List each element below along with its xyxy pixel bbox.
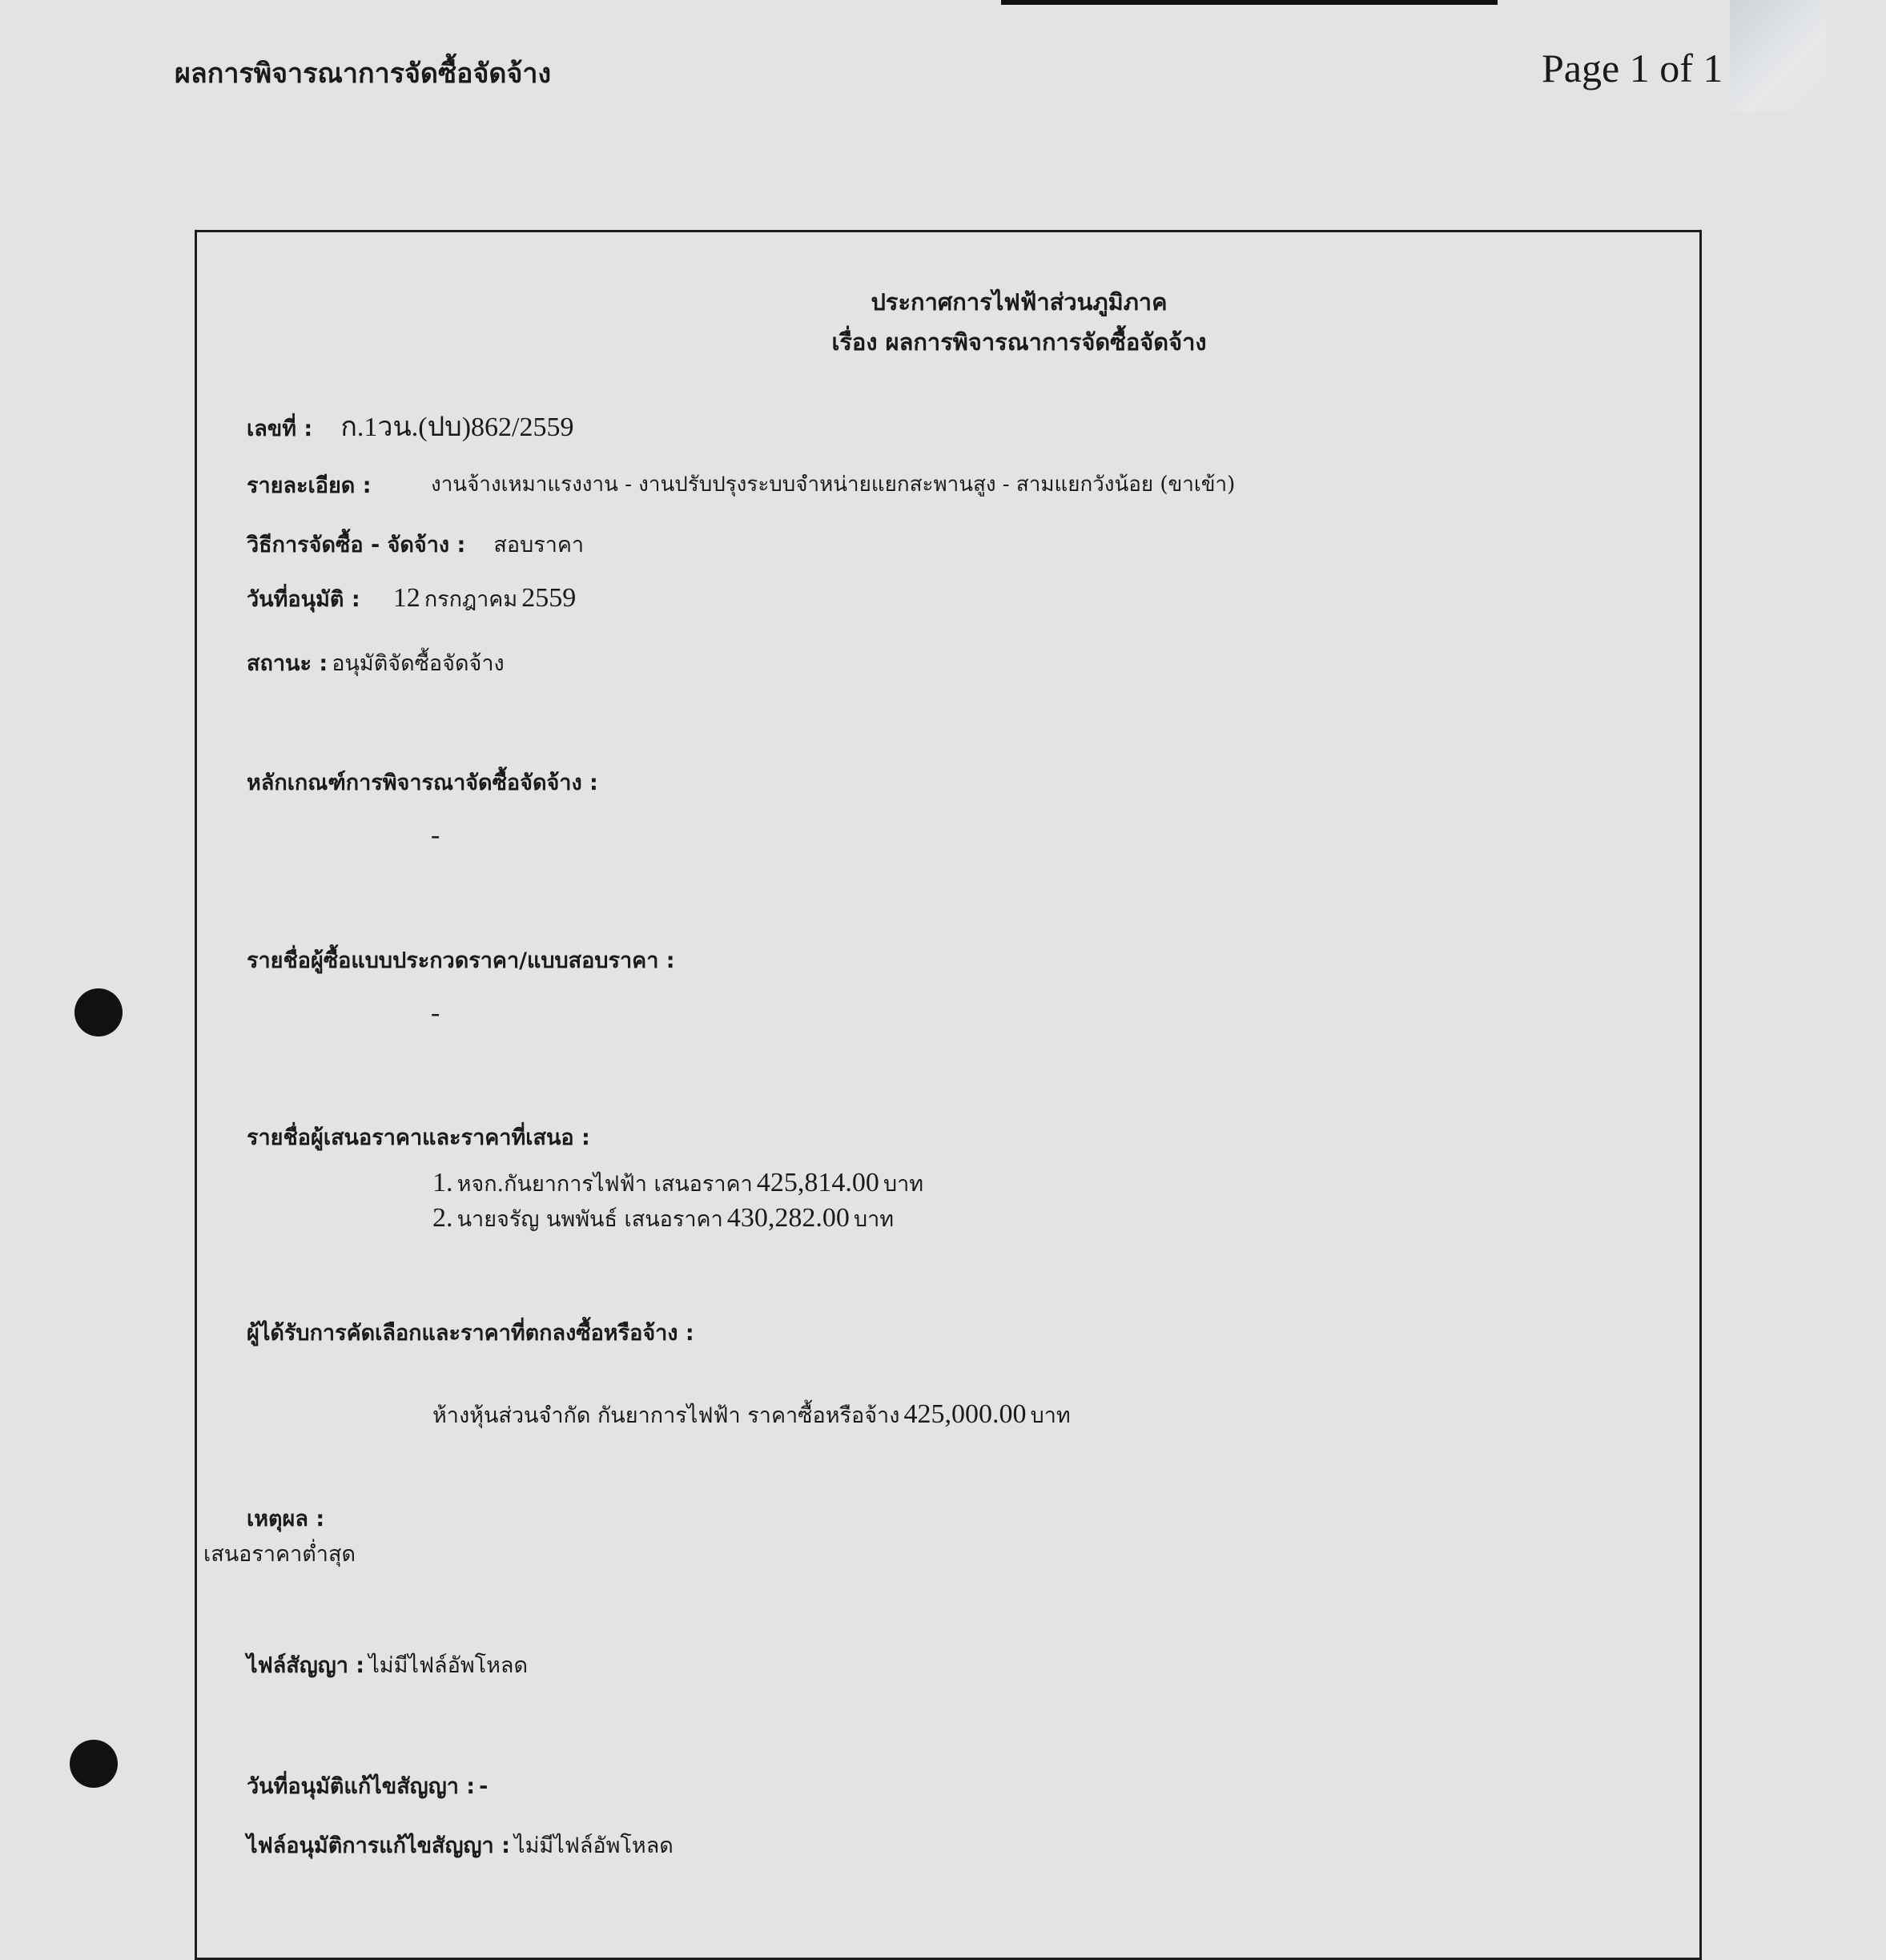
announcement-title-line2: เรื่อง ผลการพิจารณาการจัดซื้อจัดจ้าง (831, 328, 1207, 356)
criteria-label: หลักเกณฑ์การพิจารณาจัดซื้อจัดจ้าง : (247, 771, 598, 795)
bidder-unit: บาท (853, 1207, 895, 1232)
bidder-number: 1. (432, 1168, 453, 1197)
bidders-label: รายชื่อผู้เสนอราคาและราคาที่เสนอ : (247, 1125, 590, 1150)
announcement-title-line1: ประกาศการไฟฟ้าส่วนภูมิภาค (871, 288, 1168, 316)
bidder-number: 2. (432, 1203, 453, 1233)
contract-file-row (247, 1648, 528, 1682)
amend-date-label: วันที่อนุมัติแก้ไขสัญญา : (247, 1774, 476, 1799)
approve-date-label: วันที่อนุมัติ : (247, 587, 360, 612)
reason-row (247, 1501, 324, 1535)
bidder-item (432, 1201, 894, 1236)
amend-file-label: ไฟล์อนุมัติการแก้ไขสัญญา : (247, 1833, 510, 1858)
method-label: วิธีการจัดซื้อ - จัดจ้าง : (247, 533, 466, 557)
winner-unit: บาท (1030, 1403, 1071, 1428)
winner-detail (432, 1398, 1071, 1432)
bidder-item (432, 1166, 923, 1201)
approve-day: 12 (392, 583, 420, 613)
amend-date-value: - (479, 1774, 489, 1799)
status-label: สถานะ : (247, 651, 328, 676)
amend-file-row (247, 1828, 674, 1862)
number-label: เลขที่ : (247, 417, 313, 441)
bidders-row (247, 1120, 590, 1154)
contract-file-label: ไฟล์สัญญา : (247, 1653, 365, 1678)
method-value: สอบราคา (493, 533, 585, 557)
winner-label: ผู้ได้รับการคัดเลือกและราคาที่ตกลงซื้อหรือจ้าง : (247, 1321, 694, 1346)
approve-date-row (247, 582, 576, 616)
detail-label: รายละเอียด : (247, 473, 372, 498)
binder-hole (70, 1740, 118, 1788)
approve-year: 2559 (521, 583, 577, 613)
buyers-value: - (431, 998, 440, 1028)
page-header-title: ผลการพิจารณาการจัดซื้อจัดจ้าง (175, 58, 552, 90)
criteria-value: - (431, 820, 440, 850)
winner-row (247, 1315, 694, 1350)
bidder-name: หจก.กันยาการไฟฟ้า เสนอราคา (456, 1172, 753, 1197)
binder-hole (74, 988, 123, 1036)
bidder-unit: บาท (883, 1172, 924, 1197)
winner-text: ห้างหุ้นส่วนจำกัด กันยาการไฟฟ้า ราคาซื้อหรือจ้าง (432, 1403, 900, 1428)
buyers-row (247, 943, 675, 977)
number-value: ก.1วน.(ปบ)862/2559 (340, 413, 574, 442)
bidder-name: นายจรัญ นพพันธ์ เสนอราคา (456, 1207, 723, 1232)
criteria-row (247, 765, 598, 799)
reason-value: เสนอราคาต่ำสุด (203, 1542, 356, 1567)
page-corner (1730, 0, 1826, 112)
detail-value: งานจ้างเหมาแรงงาน - งานปรับปรุงระบบจำหน่ายแยกสะพานสูง - สามแยกวังน้อย (ขาเข้า) (431, 473, 1236, 497)
amend-file-value: ไม่มีไฟล์อัพโหลด (514, 1833, 674, 1858)
amend-date-row (247, 1769, 488, 1803)
detail-row (247, 468, 1236, 502)
contract-file-value: ไม่มีไฟล์อัพโหลด (368, 1653, 528, 1678)
status-row (247, 646, 505, 680)
buyers-label: รายชื่อผู้ซื้อแบบประกวดราคา/แบบสอบราคา : (247, 948, 675, 973)
page-indicator: Page 1 of 1 (1542, 46, 1723, 91)
approve-month: กรกฎาคม (424, 587, 518, 612)
winner-price: 425,000.00 (903, 1399, 1027, 1429)
status-value: อนุมัติจัดซื้อจัดจ้าง (332, 651, 505, 676)
scan-shadow (1001, 0, 1498, 5)
reason-value-row (203, 1536, 356, 1571)
reason-label: เหตุผล : (247, 1507, 325, 1531)
method-row (247, 527, 584, 561)
announcement-title (0, 282, 1886, 362)
bidder-price: 425,814.00 (756, 1168, 879, 1197)
number-row (247, 404, 574, 448)
bidder-price: 430,282.00 (726, 1203, 850, 1233)
